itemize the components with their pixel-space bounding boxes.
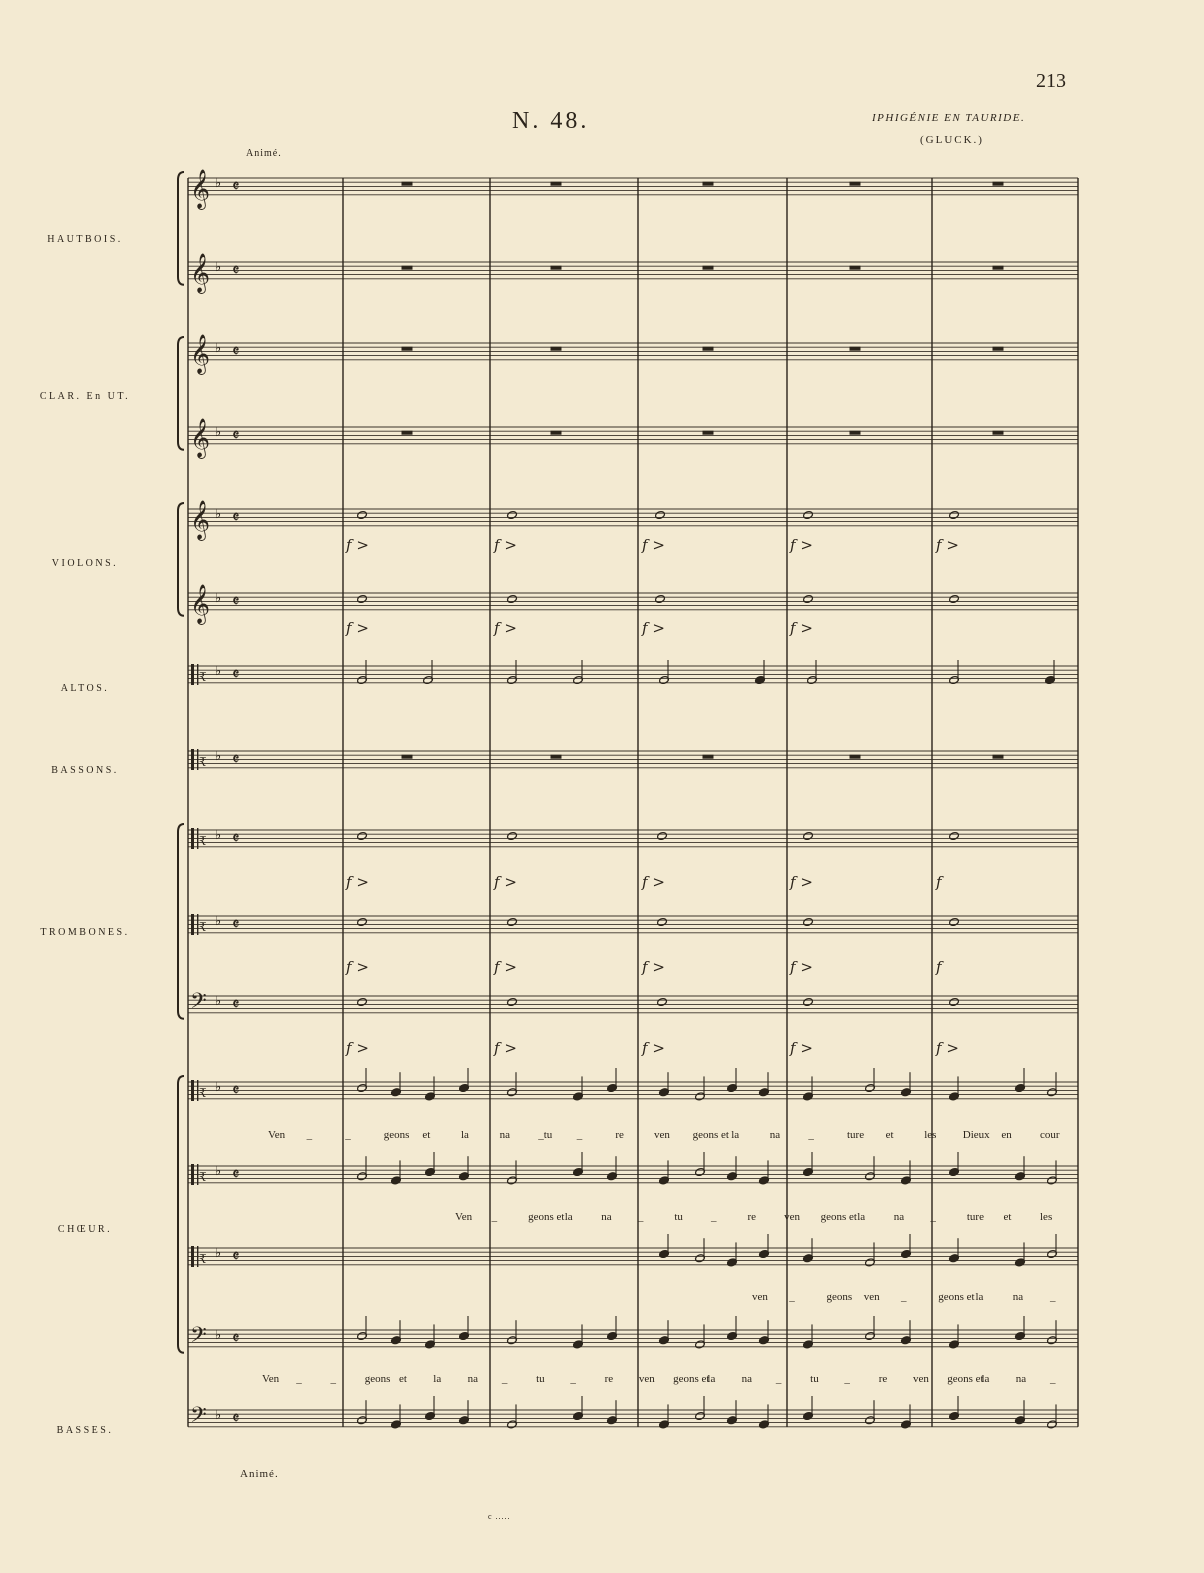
dynamic-marking: f >: [346, 536, 369, 554]
time-signature: 𝄵: [232, 1081, 240, 1101]
barlines: [188, 178, 1078, 1427]
lyric-choir-4: _: [570, 1373, 576, 1385]
lyric-choir-1: et: [422, 1129, 431, 1141]
alto-clef-mark: ₹: [199, 1252, 207, 1266]
treble-clef: 𝄞: [190, 418, 211, 458]
lyric-choir-1: _: [576, 1129, 583, 1141]
whole-rest: [993, 266, 1003, 269]
lyric-choir-3: la: [975, 1291, 984, 1303]
lyric-choir-1: et: [885, 1129, 894, 1141]
lyric-choir-1: _: [808, 1129, 814, 1141]
half-note: [657, 831, 668, 840]
instrument-label-bassons: BASSONS.: [51, 765, 119, 776]
dynamics: [345, 536, 959, 1057]
time-signature: 𝄵: [232, 829, 240, 849]
whole-rest: [551, 431, 561, 434]
lyric-choir-4: re: [604, 1373, 614, 1385]
instrument-label-altos: ALTOS.: [60, 683, 110, 694]
key-flat: ♭: [215, 1328, 222, 1343]
alto-clef-mark: ₹: [199, 670, 207, 684]
lyric-choir-2: re: [747, 1211, 757, 1223]
lyric-choir-4: na: [1015, 1373, 1027, 1385]
lyric-choir-2: _: [930, 1211, 936, 1223]
half-note: [803, 997, 814, 1006]
lyric-choir-1: les: [924, 1129, 937, 1141]
key-flat: ♭: [215, 1080, 222, 1095]
lyric-choir-2: ture: [966, 1211, 984, 1223]
half-note: [357, 917, 368, 926]
bass-clef: 𝄢: [190, 1403, 207, 1433]
lyric-choir-2: Ven: [455, 1211, 473, 1223]
half-note: [949, 917, 960, 926]
time-signature: 𝄵: [232, 1165, 240, 1185]
braces: [178, 172, 184, 1353]
clefs: [190, 169, 240, 1433]
dynamic-marking: f >: [790, 873, 813, 891]
lyric-choir-2: geons et: [528, 1211, 565, 1223]
time-signature: 𝄵: [232, 750, 240, 770]
lyric-choir-3: geons et: [938, 1291, 975, 1303]
half-note: [357, 997, 368, 1006]
dynamic-marking: f >: [494, 619, 517, 637]
alto-clef-mark: ₹: [199, 755, 207, 769]
dynamic-marking: f >: [494, 873, 517, 891]
whole-rest: [850, 431, 860, 434]
lyric-choir-3: _: [789, 1291, 795, 1303]
lyric-choir-1: _: [345, 1129, 351, 1141]
lyric-choir-4: geons et: [947, 1373, 984, 1385]
lyric-choir-4: la: [433, 1373, 442, 1385]
whole-rest: [551, 347, 561, 350]
half-note: [803, 917, 814, 926]
lyric-choir-1: ture: [847, 1129, 865, 1141]
instrument-label-clarinets: CLAR. En UT.: [39, 391, 131, 402]
work-title: IPHIGÉNIE EN TAURIDE.: [872, 112, 1026, 124]
whole-rest: [993, 431, 1003, 434]
alto-clef: [191, 1164, 194, 1185]
time-signature: 𝄵: [232, 592, 240, 612]
lyric-choir-4: geons: [364, 1373, 391, 1385]
lyric-choir-4: la: [981, 1373, 990, 1385]
dynamic-marking: f: [936, 873, 942, 891]
key-flat: ♭: [215, 664, 222, 679]
half-note: [803, 594, 814, 603]
tempo-marking-bottom: Animé.: [240, 1468, 279, 1480]
dynamic-marking: f >: [346, 619, 369, 637]
lyric-choir-4: ven: [638, 1373, 655, 1385]
lyric-choir-2: les: [1040, 1211, 1053, 1223]
whole-rest: [551, 182, 561, 185]
half-note: [655, 594, 666, 603]
alto-clef: [191, 828, 194, 849]
dynamic-marking: f >: [642, 619, 665, 637]
treble-clef: 𝄞: [190, 334, 211, 374]
lyric-choir-2: na: [601, 1211, 612, 1223]
alto-clef: [191, 1080, 194, 1101]
key-flat: ♭: [215, 341, 222, 356]
whole-rest: [402, 266, 412, 269]
half-note: [507, 997, 518, 1006]
dynamic-marking: f >: [936, 1039, 959, 1057]
lyric-choir-1: en: [1001, 1129, 1012, 1141]
dynamic-marking: f >: [494, 958, 517, 976]
lyric-choir-2: la: [857, 1211, 866, 1223]
half-note: [655, 510, 666, 519]
dynamic-marking: f >: [642, 958, 665, 976]
key-flat: ♭: [215, 914, 222, 929]
whole-rest: [551, 755, 561, 758]
tempo-marking: Animé.: [246, 148, 282, 159]
brace: [178, 172, 184, 285]
key-flat: ♭: [215, 1408, 222, 1423]
time-signature: 𝄵: [232, 177, 240, 197]
whole-rest: [551, 266, 561, 269]
treble-clef: 𝄞: [190, 500, 211, 540]
key-flat: ♭: [215, 260, 222, 275]
lyric-choir-1: Ven: [268, 1129, 286, 1141]
time-signature: 𝄵: [232, 1409, 240, 1429]
composer-name: (GLUCK.): [920, 134, 984, 146]
whole-rest: [850, 182, 860, 185]
dynamic-marking: f >: [790, 1039, 813, 1057]
lyric-choir-1: na: [769, 1129, 781, 1141]
key-flat: ♭: [215, 1164, 222, 1179]
treble-clef: 𝄞: [190, 169, 211, 209]
lyric-choir-4: et: [399, 1373, 407, 1385]
lyric-choir-2: la: [564, 1211, 573, 1223]
lyric-choir-4: _: [501, 1373, 508, 1385]
half-note: [507, 594, 518, 603]
lyric-choir-4: na: [741, 1373, 753, 1385]
alto-clef: [191, 749, 194, 770]
lyric-choir-1: re: [615, 1129, 624, 1141]
alto-clef-mark: ₹: [199, 920, 207, 934]
lyric-choir-1: Dieux: [962, 1129, 990, 1141]
staves: [188, 178, 1078, 1427]
half-note: [357, 510, 368, 519]
time-signature: 𝄵: [232, 261, 240, 281]
whole-rest: [402, 182, 412, 185]
dynamic-marking: f >: [346, 1039, 369, 1057]
whole-rest: [850, 347, 860, 350]
whole-rest: [703, 182, 713, 185]
lyric-choir-4: _: [844, 1373, 850, 1385]
instrument-label-hautbois: HAUTBOIS.: [47, 234, 123, 245]
dynamic-marking: f >: [642, 536, 665, 554]
dynamic-marking: f >: [642, 1039, 665, 1057]
brace: [178, 1076, 184, 1353]
key-flat: ♭: [215, 507, 222, 522]
half-note: [949, 510, 960, 519]
lyric-choir-2: _: [491, 1211, 498, 1223]
half-note: [803, 831, 814, 840]
whole-rest: [993, 347, 1003, 350]
lyric-choir-2: et: [1003, 1211, 1012, 1223]
lyric-choir-3: _: [901, 1291, 907, 1303]
whole-rest: [402, 347, 412, 350]
key-flat: ♭: [215, 425, 222, 440]
half-note: [949, 997, 960, 1006]
lyric-choir-1: _: [306, 1129, 313, 1141]
treble-clef: 𝄞: [190, 584, 211, 624]
lyric-choir-4: na: [467, 1373, 478, 1385]
whole-rest: [703, 431, 713, 434]
key-flat: ♭: [215, 176, 222, 191]
dynamic-marking: f >: [936, 536, 959, 554]
lyric-choir-4: _: [1050, 1373, 1056, 1385]
lyric-choir-4: geons et: [673, 1373, 710, 1385]
lyric-choir-2: _: [710, 1211, 717, 1223]
lyric-choir-3: na: [1012, 1291, 1024, 1303]
whole-rest: [850, 755, 860, 758]
lyric-choir-3: ven: [863, 1291, 880, 1303]
dynamic-marking: f >: [494, 1039, 517, 1057]
lyric-choir-4: tu: [810, 1373, 819, 1385]
dynamic-marking: f >: [790, 619, 813, 637]
lyric-choir-2: ven: [784, 1211, 800, 1223]
key-flat: ♭: [215, 749, 222, 764]
lyric-choir-2: tu: [674, 1211, 683, 1223]
lyric-choir-3: geons: [826, 1291, 853, 1303]
alto-clef: [191, 914, 194, 935]
half-note: [507, 917, 518, 926]
page-number: 213: [1036, 70, 1066, 92]
lyric-choir-1: _tu: [538, 1129, 553, 1141]
lyric-choir-2: geons et: [820, 1211, 857, 1223]
time-signature: 𝄵: [232, 915, 240, 935]
alto-clef-mark: ₹: [199, 834, 207, 848]
lyric-choir-4: _: [296, 1373, 302, 1385]
instrument-label-violins: VIOLONS.: [51, 558, 119, 569]
dynamic-marking: f >: [790, 958, 813, 976]
dynamic-marking: f >: [642, 873, 665, 891]
key-flat: ♭: [215, 1246, 222, 1261]
whole-rest: [703, 755, 713, 758]
half-note: [657, 997, 668, 1006]
treble-clef: 𝄞: [190, 253, 211, 293]
lyric-choir-4: re: [878, 1373, 888, 1385]
time-signature: 𝄵: [232, 508, 240, 528]
half-note: [949, 594, 960, 603]
alto-clef-mark: ₹: [199, 1086, 207, 1100]
dynamic-marking: f >: [790, 536, 813, 554]
half-note: [657, 917, 668, 926]
instrument-label-choir: CHŒUR.: [57, 1224, 113, 1235]
time-signature: 𝄵: [232, 342, 240, 362]
dynamic-marking: f >: [494, 536, 517, 554]
time-signature: 𝄵: [232, 1247, 240, 1267]
footer-mark: c .....: [488, 1512, 511, 1521]
half-note: [507, 831, 518, 840]
half-note: [357, 594, 368, 603]
lyric-choir-4: _: [330, 1373, 337, 1385]
brace: [178, 824, 184, 1019]
bass-clef: 𝄢: [190, 1323, 207, 1353]
whole-rest: [993, 182, 1003, 185]
time-signature: 𝄵: [232, 426, 240, 446]
whole-rest: [402, 755, 412, 758]
lyric-choir-4: tu: [536, 1373, 545, 1385]
whole-rest: [402, 431, 412, 434]
whole-rest: [703, 347, 713, 350]
lyric-choir-1: geons et: [692, 1129, 729, 1141]
key-flat: ♭: [215, 591, 222, 606]
dynamic-marking: f >: [346, 873, 369, 891]
lyric-choir-2: _: [637, 1211, 644, 1223]
lyric-choir-4: _: [775, 1373, 782, 1385]
alto-clef-mark: ₹: [199, 1170, 207, 1184]
brace: [178, 503, 184, 616]
instrument-label-basses: BASSES.: [56, 1425, 114, 1436]
alto-clef: [191, 664, 194, 685]
lyric-choir-1: la: [731, 1129, 740, 1141]
dynamic-marking: f: [936, 958, 942, 976]
key-flat: ♭: [215, 828, 222, 843]
lyric-choir-1: la: [461, 1129, 469, 1141]
whole-rest: [850, 266, 860, 269]
lyric-choir-4: ven: [912, 1373, 929, 1385]
time-signature: 𝄵: [232, 995, 240, 1015]
half-note: [949, 831, 960, 840]
lyric-choir-1: geons: [383, 1129, 410, 1141]
lyric-choir-3: ven: [752, 1291, 768, 1303]
key-flat: ♭: [215, 994, 222, 1009]
notes: [357, 182, 1058, 1429]
brace: [178, 337, 184, 450]
piece-number: N. 48.: [512, 108, 590, 134]
lyric-choir-3: _: [1050, 1291, 1056, 1303]
dynamic-marking: f >: [346, 958, 369, 976]
half-note: [357, 831, 368, 840]
whole-rest: [993, 755, 1003, 758]
lyric-choir-1: ven: [654, 1129, 670, 1141]
lyric-choir-4: la: [707, 1373, 716, 1385]
lyric-choir-2: na: [893, 1211, 905, 1223]
time-signature: 𝄵: [232, 665, 240, 685]
half-note: [507, 510, 518, 519]
half-note: [803, 510, 814, 519]
lyric-choir-4: Ven: [262, 1373, 280, 1385]
alto-clef: [191, 1246, 194, 1267]
lyric-choir-1: cour: [1040, 1129, 1060, 1141]
instrument-label-trombones: TROMBONES.: [40, 927, 130, 938]
time-signature: 𝄵: [232, 1329, 240, 1349]
lyric-choir-1: na: [499, 1129, 510, 1141]
bass-clef: 𝄢: [190, 989, 207, 1019]
whole-rest: [703, 266, 713, 269]
